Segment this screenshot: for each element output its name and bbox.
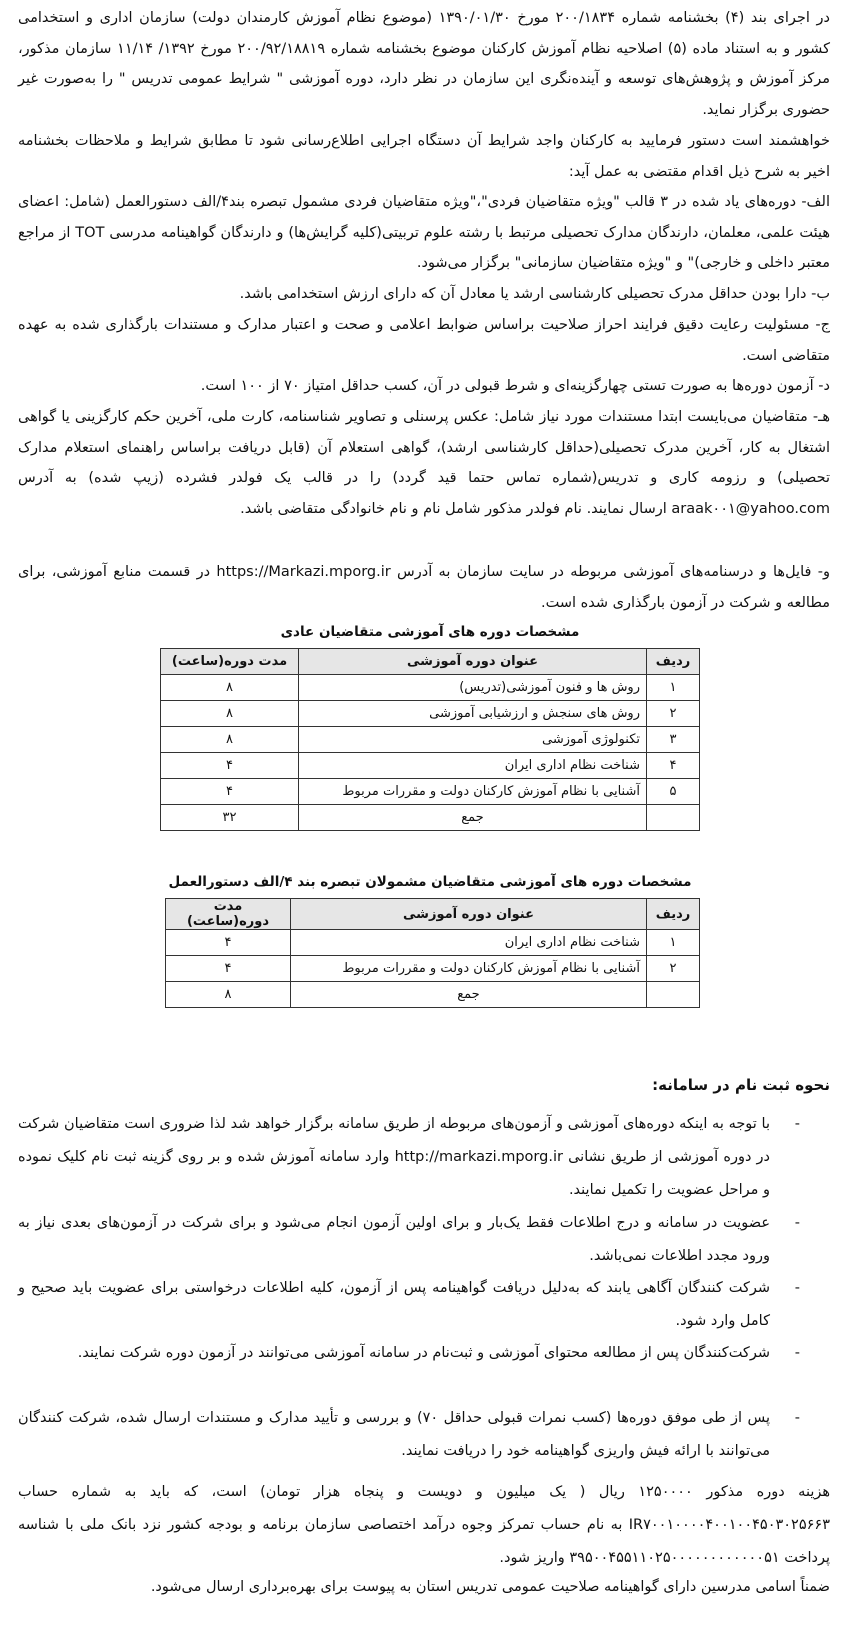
row-number-cell: ۳ — [647, 727, 700, 753]
bullet-dash: - — [794, 1410, 800, 1426]
bullet-text: با توجه به اینکه دوره‌های آموزشی و آزمون‌های مربوطه از طریق سامانه برگزار خواهد شد لذا ضروری است متقاضیان شرکت در دوره آموزشی از طریق نشانی http://markazi.mporg.ir وارد سامانه آموزش شده و بر روی گزینه ثبت نام کلیک نموده و مراحل عضویت را تکمیل نمایند. — [18, 1116, 770, 1198]
closing-paragraph: ضمناً اسامی مدرسین دارای گواهینامه صلاحیت عمومی تدریس استان به پیوست برای بهره‌برداری ارسال می‌شود. — [150, 1579, 830, 1595]
clause-dal: د- آزمون دوره‌ها به صورت تستی چهارگزینه‌ای و شرط قبولی در آن، کسب حداقل امتیاز ۷۰ از ۱۰۰ است. — [200, 378, 830, 394]
table-header-row — [166, 899, 700, 930]
duration-cell: ۴ — [166, 930, 291, 956]
total-label: جمع — [299, 805, 647, 831]
table-row — [161, 675, 700, 701]
course-title-cell: آشنایی با نظام آموزش کارکنان دولت و مقررات مربوط — [291, 956, 647, 982]
empty-cell — [647, 982, 700, 1008]
fee-paragraph: هزینه دوره مذکور ۱۲۵۰۰۰۰ ریال ( یک میلیون و دویست و پنجاه هزار تومان) است، که باید به شماره حساب IR۷۰۰۱۰۰۰۰۴۰۰۱۰۰۴۵۰۳۰۲۵۶۶۳ به نام حساب تمرکز وجوه درآمد اختصاصی سازمان برنامه و بودجه کشور نزد بانک ملی با شناسه پرداخت ۳۹۵۰۰۴۵۵۱۱۰۲۵۰۰۰۰۰۰۰۰۰۰۰۰۵۱ واریز شود. — [18, 1484, 830, 1566]
table-row — [166, 956, 700, 982]
bullet-dash: - — [794, 1345, 800, 1361]
registration-bullet — [18, 1402, 830, 1468]
table-row — [161, 727, 700, 753]
clause-alef: الف- دوره‌های یاد شده در ۳ قالب "ویژه متقاضیان فردی"،"ویژه متقاضیان فردی مشمول تبصره بند۴/الف دستورالعمل (شامل: اعضای هیئت علمی، معلمان، دارندگان مدارک تحصیلی مرتبط با رشته علوم تربیتی(کلیه گرایش‌ها) و دارندگان گواهینامه مدرسی TOT از مراجع معتبر داخلی و خارجی)" و "ویژه متقاضیان سازمانی" برگزار می‌شود. — [18, 194, 831, 271]
row-number-cell: ۲ — [647, 956, 700, 982]
table1 — [160, 648, 700, 831]
total-value: ۸ — [166, 982, 291, 1008]
course-title-cell: شناخت نظام اداری ایران — [291, 930, 647, 956]
duration-cell: ۸ — [161, 675, 299, 701]
total-row — [161, 805, 700, 831]
table2 — [165, 898, 700, 1008]
row-number-cell: ۱ — [647, 675, 700, 701]
table-row — [161, 779, 700, 805]
clause-vav: و- فایل‌ها و درسنامه‌های آموزشی مربوطه در سایت سازمان به آدرس https://Markazi.mporg.ir در قسمت منابع آموزشی، برای مطالعه و شرکت در آزمون بارگذاری شده است. — [18, 564, 830, 611]
registration-bullet — [18, 1108, 830, 1207]
clause-he: هـ- متقاضیان می‌بایست ابتدا مستندات مورد نیاز شامل: عکس پرسنلی و تصاویر شناسنامه، کارت ملی، آخرین حکم کارگزینی یا گواهی اشتغال به کار، آخرین مدرک تحصیلی(حداقل کارشناسی ارشد)، گواهی استعلام آن (قابل دریافت براساس راهنمای استعلام مدارک تحصیلی) و رزومه کاری و تدریس(شماره تماس حتما قید گردد) را در قالب یک فولدر فشرده (زیپ شده) به آدرس araak۰۰۱@yahoo.com ارسال نمایند. نام فولدر مذکور شامل نام و نام خانوادگی متقاضی باشد. — [18, 409, 830, 517]
row-number-cell: ۴ — [647, 753, 700, 779]
total-value: ۳۲ — [161, 805, 299, 831]
header-cell: عنوان دوره آموزشی — [291, 899, 647, 930]
bullet-text: شرکت‌کنندگان پس از مطالعه محتوای آموزشی و ثبت‌نام در سامانه آموزشی می‌توانند در آزمون دوره شرکت نمایند. — [77, 1345, 770, 1361]
total-label: جمع — [291, 982, 647, 1008]
registration-bullet — [18, 1207, 830, 1273]
table1-title: مشخصات دوره های آموزشی متقاضیان عادی — [280, 624, 580, 640]
duration-cell: ۴ — [161, 753, 299, 779]
header-cell: ردیف — [647, 899, 700, 930]
duration-cell: ۴ — [161, 779, 299, 805]
table2-title: مشخصات دوره های آموزشی متقاضیان مشمولان تبصره بند ۴/الف دستورالعمل — [168, 874, 692, 890]
course-title-cell: تکنولوژی آموزشی — [299, 727, 647, 753]
bullet-dash: - — [794, 1280, 800, 1296]
registration-bullet — [18, 1337, 830, 1370]
registration-heading: نحوه ثبت نام در سامانه: — [652, 1076, 830, 1094]
duration-cell: ۴ — [166, 956, 291, 982]
table-header-row — [161, 649, 700, 675]
bullet-dash: - — [794, 1116, 800, 1132]
table-row — [161, 753, 700, 779]
course-title-cell: روش ها و فنون آموزشی(تدریس) — [299, 675, 647, 701]
row-number-cell: ۵ — [647, 779, 700, 805]
header-cell: مدت دوره(ساعت) — [166, 899, 291, 930]
row-number-cell: ۲ — [647, 701, 700, 727]
clause-be: ب- دارا بودن حداقل مدرک تحصیلی کارشناسی ارشد یا معادل آن که دارای ارزش استخدامی باشد. — [239, 286, 830, 302]
duration-cell: ۸ — [161, 727, 299, 753]
bullet-dash: - — [794, 1215, 800, 1231]
empty-cell — [647, 805, 700, 831]
bullet-text: پس از طی موفق دوره‌ها (کسب نمرات قبولی حداقل ۷۰) و بررسی و تأیید مدارک و مستندات ارسال شده، شرکت کنندگان می‌توانند با ارائه فیش واریزی گواهینامه خود را دریافت نمایند. — [18, 1410, 770, 1459]
total-row — [166, 982, 700, 1008]
bullet-text: شرکت کنندگان آگاهی یابند که به‌دلیل دریافت گواهینامه پس از آزمون، کلیه اطلاعات درخواستی برای عضویت باید صحیح و کامل وارد شود. — [18, 1280, 770, 1329]
table-row — [166, 930, 700, 956]
registration-bullet — [18, 1272, 830, 1338]
course-title-cell: آشنایی با نظام آموزش کارکنان دولت و مقررات مربوط — [299, 779, 647, 805]
duration-cell: ۸ — [161, 701, 299, 727]
clause-jim: ج- مسئولیت رعایت دقیق فرایند احراز صلاحیت براساس ضوابط اعلامی و صحت و اعتبار مدارک و مستندات بارگذاری شده به عهده متقاضی است. — [18, 317, 830, 364]
table-row — [161, 701, 700, 727]
row-number-cell: ۱ — [647, 930, 700, 956]
bullet-text: عضویت در سامانه و درج اطلاعات فقط یک‌بار و برای اولین آزمون انجام می‌شود و برای شرکت در آزمون‌های بعدی نیاز به ورود مجدد اطلاعات نمی‌باشد. — [18, 1215, 770, 1264]
course-title-cell: روش های سنجش و ارزشیابی آموزشی — [299, 701, 647, 727]
header-cell: ردیف — [647, 649, 700, 675]
header-cell: عنوان دوره آموزشی — [299, 649, 647, 675]
intro-paragraph: در اجرای بند (۴) بخشنامه شماره ۲۰۰/۱۸۳۴ مورخ ۱۳۹۰/۰۱/۳۰ (موضوع نظام آموزش کارمندان دولت) سازمان اداری و استخدامی کشور و به استناد ماده (۵) اصلاحیه نظام آموزش کارکنان موضوع بخشنامه شماره ۲۰۰/۹۲/۱۸۸۱۹ مورخ ۱۳۹۲/ ۱۱/۱۴ سازمان مذکور، مرکز آموزش و پژوهش‌های توسعه و آینده‌نگری این سازمان در نظر دارد، دوره آموزشی " شرایط عمومی تدریس " را به‌صورت غیر حضوری برگزار نماید. — [18, 10, 831, 118]
request-paragraph: خواهشمند است دستور فرمایید به کارکنان واجد شرایط آن دستگاه اجرایی اطلاع‌رسانی شود تا مطابق شرایط و ملاحظات بخشنامه اخیر به شرح ذیل اقدام مقتضی به عمل آید: — [18, 133, 830, 180]
course-title-cell: شناخت نظام اداری ایران — [299, 753, 647, 779]
header-cell: مدت دوره(ساعت) — [161, 649, 299, 675]
